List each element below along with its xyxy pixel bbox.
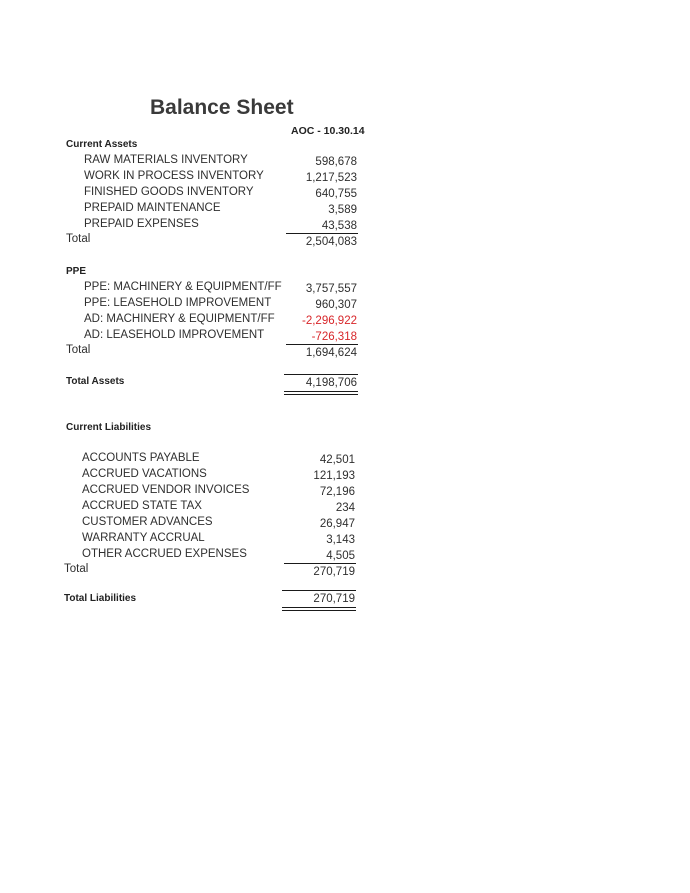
current-liabilities-subtotal-rule [284,563,356,564]
ad-label-leasehold: AD: LEASEHOLD IMPROVEMENT [84,329,265,341]
ppe-value-leasehold: 960,307 [315,299,357,311]
liability-label-accounts-payable: ACCOUNTS PAYABLE [82,452,200,464]
liability-label-accrued-vacations: ACCRUED VACATIONS [82,468,207,480]
ppe-heading: PPE [66,266,87,277]
liability-value-other-accrued: 4,505 [326,550,355,562]
ppe-total-value: 1,694,624 [305,347,357,359]
ppe-label-leasehold: PPE: LEASEHOLD IMPROVEMENT [84,297,272,309]
asset-label-wip: WORK IN PROCESS INVENTORY [84,170,264,182]
liability-label-customer-advances: CUSTOMER ADVANCES [82,516,213,528]
liability-value-vendor-invoices: 72,196 [319,486,355,498]
total-assets-top-rule [284,374,358,375]
liability-label-other-accrued: OTHER ACCRUED EXPENSES [82,548,247,560]
total-assets-double-rule-1 [284,391,358,392]
asset-label-finished-goods: FINISHED GOODS INVENTORY [84,186,254,198]
liability-label-vendor-invoices: ACCRUED VENDOR INVOICES [82,484,250,496]
current-liabilities-total-value: 270,719 [313,566,355,578]
asset-value-prepaid-maintenance: 3,589 [328,204,357,216]
total-liabilities-double-rule-2 [282,610,356,611]
liability-value-state-tax: 234 [335,502,355,514]
ad-label-machinery: AD: MACHINERY & EQUIPMENT/FF [84,313,275,325]
page-title: Balance Sheet [150,96,294,119]
liability-value-accounts-payable: 42,501 [319,454,355,466]
asset-value-raw-materials: 598,678 [315,156,357,168]
total-liabilities-double-rule-1 [282,607,356,608]
column-header: AOC - 10.30.14 [291,125,365,137]
asset-value-prepaid-expenses: 43,538 [321,220,357,232]
ppe-subtotal-rule [286,344,358,345]
current-liabilities-heading: Current Liabilities [66,422,152,433]
ppe-label-machinery: PPE: MACHINERY & EQUIPMENT/FF [84,281,282,293]
current-assets-total-label: Total [66,233,91,245]
total-assets-value: 4,198,706 [305,377,357,389]
liability-value-accrued-vacations: 121,193 [313,470,355,482]
current-assets-total-value: 2,504,083 [305,236,357,248]
total-liabilities-top-rule [282,590,356,591]
ppe-value-machinery: 3,757,557 [305,283,357,295]
asset-value-wip: 1,217,523 [305,172,357,184]
liability-value-customer-advances: 26,947 [319,518,355,530]
asset-label-prepaid-maintenance: PREPAID MAINTENANCE [84,202,221,214]
liability-value-warranty: 3,143 [326,534,355,546]
asset-label-raw-materials: RAW MATERIALS INVENTORY [84,154,248,166]
ad-value-leasehold: -726,318 [311,331,357,343]
ppe-total-label: Total [66,344,91,356]
total-liabilities-label: Total Liabilities [64,593,137,604]
current-liabilities-total-label: Total [64,563,89,575]
liability-label-warranty: WARRANTY ACCRUAL [82,532,205,544]
asset-value-finished-goods: 640,755 [315,188,357,200]
total-assets-double-rule-2 [284,394,358,395]
current-assets-subtotal-rule [286,233,358,234]
total-assets-label: Total Assets [66,376,125,387]
liability-label-state-tax: ACCRUED STATE TAX [82,500,202,512]
asset-label-prepaid-expenses: PREPAID EXPENSES [84,218,199,230]
ad-value-machinery: -2,296,922 [302,315,357,327]
current-assets-heading: Current Assets [66,139,138,150]
total-liabilities-value: 270,719 [313,593,355,605]
